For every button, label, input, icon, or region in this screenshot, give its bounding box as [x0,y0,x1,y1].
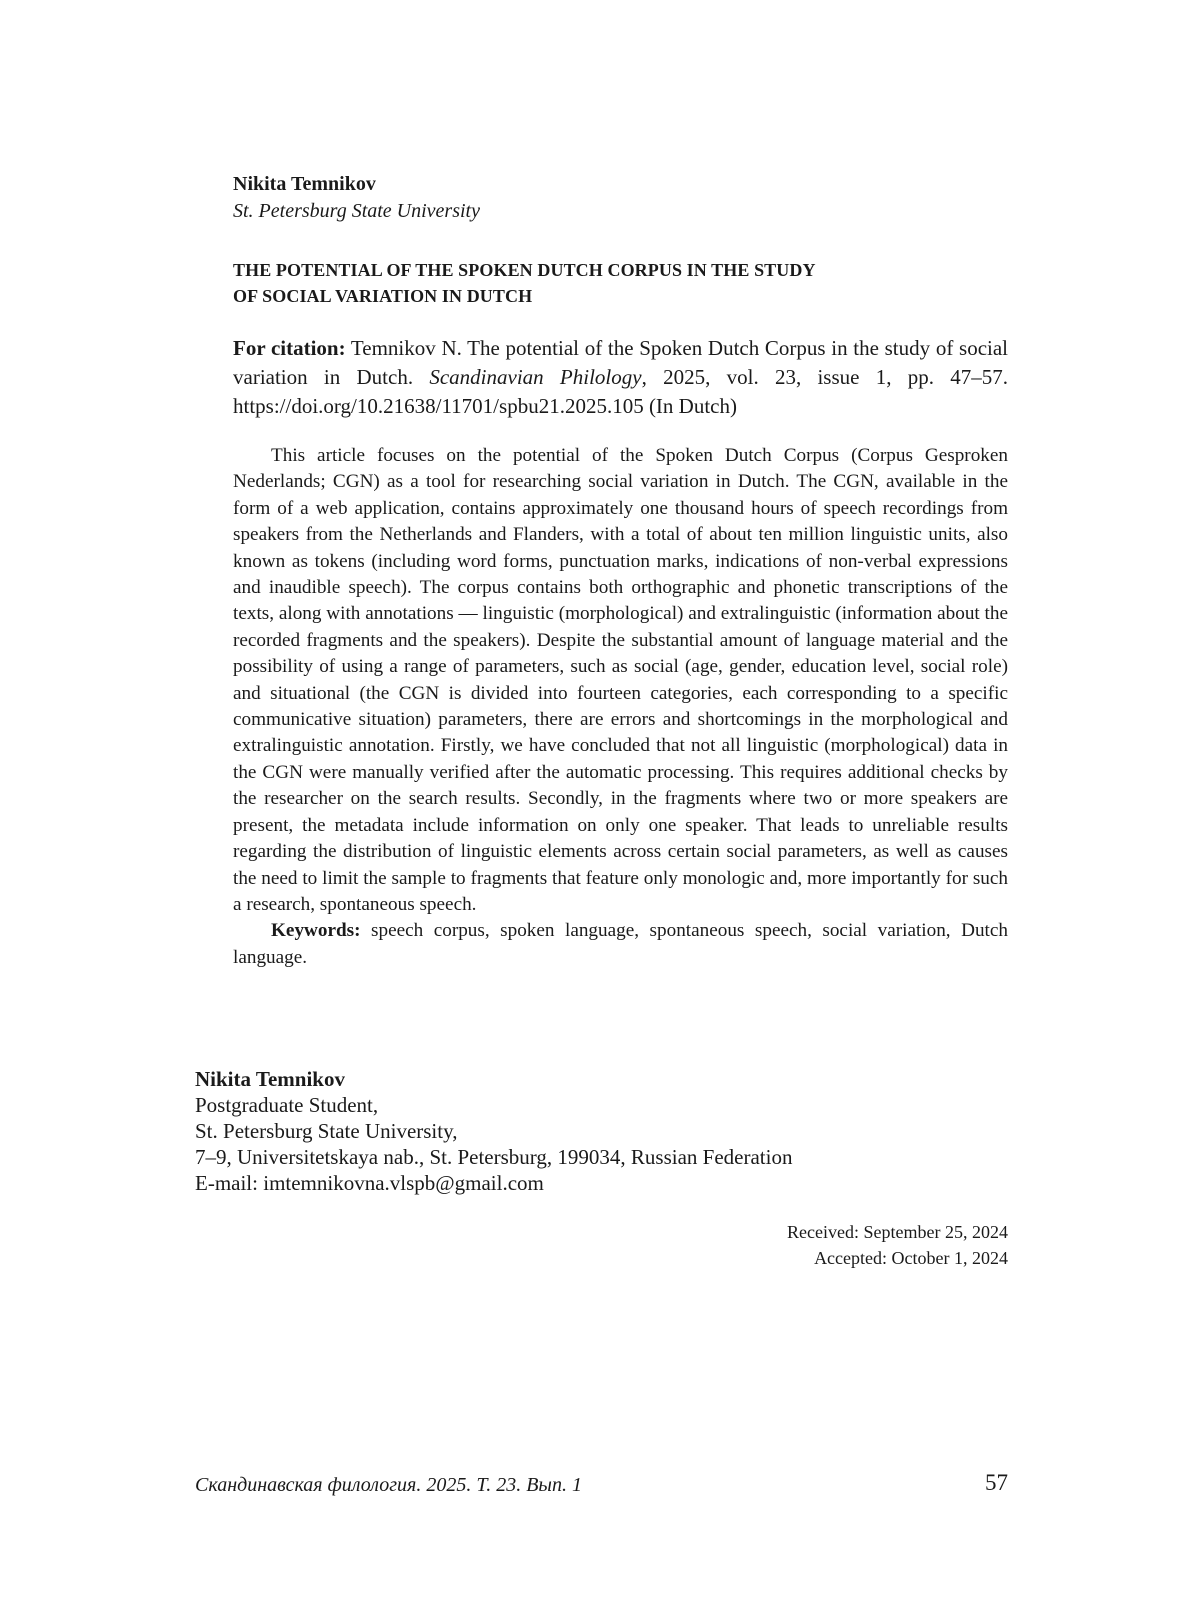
header-affiliation: St. Petersburg State University [233,200,480,222]
author-info-block [195,1066,792,1196]
citation-journal: Scandinavian Philology [429,365,642,389]
article-title-line-2: OF SOCIAL VARIATION IN DUTCH [233,286,533,306]
author-info-position: Postgraduate Student, [195,1093,379,1117]
author-info-address: 7–9, Universitetskaya nab., St. Petersburg, 199034, Russian Federation [195,1145,793,1169]
citation-text-after: , 2025, vol. 23, issue 1, pp. 47–57. https://doi.org/10.21638/11701/spbu21.2025.105 (In Dutch) [233,365,1009,418]
keywords-paragraph [233,918,1008,971]
citation-text-before: Temnikov N. The potential of the Spoken Dutch Corpus in the study of social variation in Dutch. [233,336,1008,389]
footer-journal-title: Скандинавская филология. 2025. Т. 23. Вып. 1 [195,1474,582,1496]
author-info-name: Nikita Temnikov [195,1067,345,1091]
article-title [233,257,993,309]
received-date: Received: September 25, 2024 [787,1222,1008,1242]
keywords-label: Keywords: [271,920,361,942]
footer-page-number: 57 [985,1470,1008,1495]
dates-block [787,1219,1008,1271]
author-info-email: E-mail: imtemnikovna.vlspb@gmail.com [195,1171,544,1195]
citation-label: For citation: [233,336,346,360]
abstract-block [233,443,1008,971]
accepted-date: Accepted: October 1, 2024 [814,1248,1008,1268]
keywords-text: speech corpus, spoken language, spontaneous speech, social variation, Dutch language. [233,920,1008,968]
citation-block [233,334,1008,421]
header-author-name: Nikita Temnikov [233,173,376,195]
article-title-line-1: THE POTENTIAL OF THE SPOKEN DUTCH CORPUS IN THE STUDY [233,260,816,280]
abstract-text: This article focuses on the potential of the Spoken Dutch Corpus (Corpus Gesproken Nederlands; CGN) as a tool for researching social variation in Dutch. The CGN, available in the form of a web application, contains approximately one thousand hours of speech recordings from speakers from the Netherlands and Flanders, with a total of about ten million linguistic units, also known as tokens (including word forms, punctuation marks, indications of non-verbal expressions and inaudible speech). The corpus contains both orthographic and phonetic transcriptions of the texts, along with annotations — linguistic (morphological) and extralinguistic (information about the recorded fragments and the speakers). Despite the substantial amount of language material and the possibility of using a range of parameters, such as social (age, gender, education level, social role) and situational (the CGN is divided into fourteen categories, each corresponding to a specific communicative situation) parameters, there are errors and shortcomings in the morphological and extralinguistic annotation. Firstly, we have concluded that not all linguistic (morphological) data in the CGN were manually verified after the automatic processing. This requires additional checks by the researcher on the search results. Secondly, in the fragments where two or more speakers are present, the metadata include information on only one speaker. That leads to unreliable results regarding the distribution of linguistic elements across certain social parameters, as well as causes the need to limit the sample to fragments that feature only monologic and, more importantly for such a research, spontaneous speech. [233,445,1008,915]
author-info-university: St. Petersburg State University, [195,1119,458,1143]
